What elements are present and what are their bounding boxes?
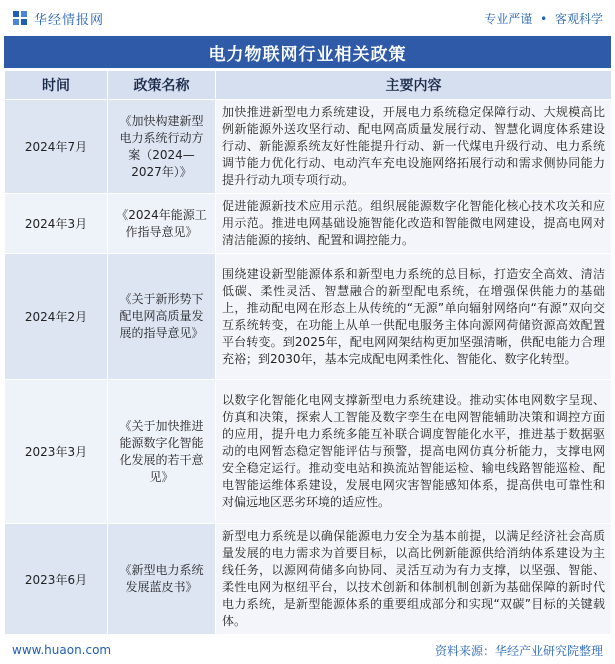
brand-logo-icon	[12, 10, 28, 26]
cell-policy-name: 《加快构建新型电力系统行动方案（2024—2027年）》	[108, 100, 216, 194]
cell-policy-name: 《关于新形势下配电网高质量发展的指导意见》	[108, 254, 216, 380]
slogan-separator: •	[540, 11, 548, 26]
table-row	[5, 194, 612, 254]
cell-policy-name: 《新型电力系统发展蓝皮书》	[108, 524, 216, 635]
top-header	[0, 0, 615, 36]
cell-content: 新型电力系统是以确保能源电力安全为基本前提，以满足经济社会高质量发展的电力需求为首要目标，以高比例新能源供给消纳体系建设为主线任务，以源网荷储多向协同、灵活互动为有力支撑，以坚强、智能、柔性电网为枢纽平台，以技术创新和体制机制创新为基础保障的新时代电力系统，是新型能源体系的重要组成部分和实现“双碳”目标的关键载体。	[216, 524, 612, 635]
cell-content: 加快推进新型电力系统建设，开展电力系统稳定保障行动、大规模高比例新能源外送攻坚行动、配电网高质量发展行动、智慧化调度体系建设行动、新能源系统友好性能提升行动、新一代煤电升级行动、电力系统调节能力优化行动、电动汽车充电设施网络拓展行动和需求侧协同能力提升行动九项专项行动。	[216, 100, 612, 194]
table-row	[5, 254, 612, 380]
policy-table	[4, 70, 612, 635]
cell-content: 以数字化智能化电网支撑新型电力系统建设。推动实体电网数字呈现、仿真和决策，探索人工智能及数字孪生在电网智能辅助决策和调控方面的应用，提升电力系统多能互补联合调度智能化水平，推进基于数据驱动的电网暂态稳定智能评估与预警，提高电网仿真分析能力，支撑电网安全稳定运行。推动变电站和换流站智能运检、输电线路智能巡检、配电智能运维体系建设，发展电网灾害智能感知体系，提高供电可靠性和对偏远地区恶劣环境的适应性。	[216, 380, 612, 524]
column-header-content: 主要内容	[216, 71, 612, 100]
page-title: 电力物联网行业相关政策	[4, 36, 611, 68]
brand-name: 华经情报网	[34, 12, 105, 28]
column-header-policy-name: 政策名称	[108, 71, 216, 100]
footer-source: 资料来源：华经产业研究院整理	[434, 643, 603, 658]
cell-content: 促进能源新技术应用示范。组织展能源数字化智能化核心技术攻关和应用示范。推进电网基础设施智能化改造和智能微电网建设，提高电网对清洁能源的接纳、配置和调控能力。	[216, 194, 612, 254]
table-row	[5, 524, 612, 635]
footer-url[interactable]: www.huaon.com	[12, 643, 112, 657]
cell-time: 2024年3月	[5, 194, 108, 254]
cell-content: 围绕建设新型能源体系和新型电力系统的总目标，打造安全高效、清洁低碳、柔性灵活、智慧融合的新型配电系统，在增强保供能力的基础上，推动配电网在形态上从传统的“无源”单向辐射网络向“有源”双向交互系统转变，在功能上从单一供配电服务主体向源网荷储资源高效配置平台转变。到2025年，配电网网架结构更加坚强清晰，供配电能力合理充裕；到2030年，基本完成配电网柔性化、智能化、数字化转型。	[216, 254, 612, 380]
slogan-right: 客观科学	[554, 11, 603, 26]
table-row	[5, 380, 612, 524]
brand[interactable]	[12, 9, 104, 28]
cell-time: 2023年6月	[5, 524, 108, 635]
footer	[0, 636, 615, 664]
cell-time: 2024年7月	[5, 100, 108, 194]
table-row	[5, 100, 612, 194]
slogan-left: 专业严谨	[484, 11, 533, 26]
cell-policy-name: 《2024年能源工作指导意见》	[108, 194, 216, 254]
column-header-time: 时间	[5, 71, 108, 100]
cell-time: 2023年3月	[5, 380, 108, 524]
cell-policy-name: 《关于加快推进能源数字化智能化发展的若干意见》	[108, 380, 216, 524]
cell-time: 2024年2月	[5, 254, 108, 380]
slogan	[484, 10, 603, 27]
table-header-row	[5, 71, 612, 100]
